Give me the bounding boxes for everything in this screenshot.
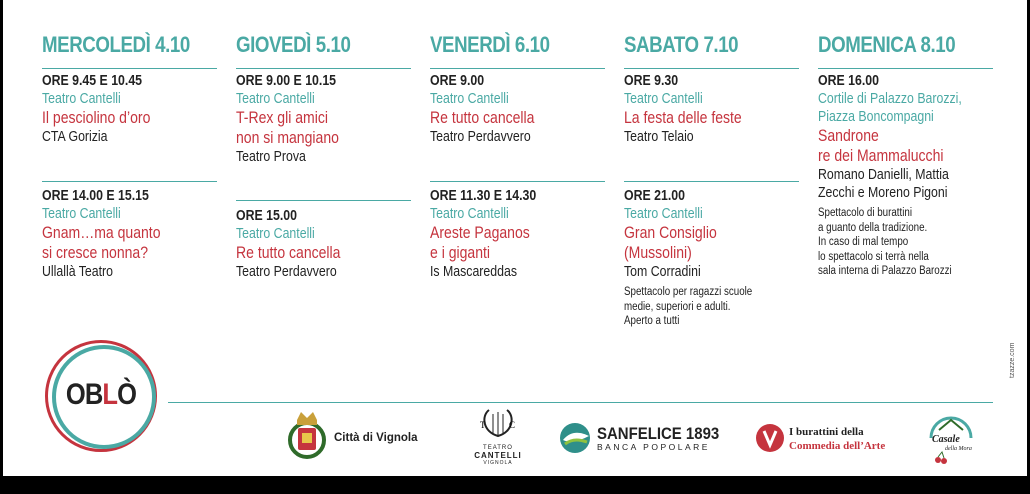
- event-title: (Mussolini): [624, 244, 692, 262]
- event-time: ORE 9.00 E 10.15: [236, 73, 337, 89]
- vignola-logo: [287, 408, 327, 469]
- event-title: re dei Mammalucchi: [818, 147, 944, 165]
- event-entry: [42, 72, 170, 146]
- event-separator: [42, 181, 217, 182]
- event-separator: [624, 181, 799, 182]
- event-time: ORE 9.30: [624, 73, 679, 89]
- event-venue: Teatro Cantelli: [430, 206, 509, 222]
- event-title: e i giganti: [430, 244, 491, 262]
- event-title: Gnam…ma quanto: [42, 224, 161, 242]
- event-note-line: In caso di mal tempo: [818, 236, 909, 248]
- event-entry: [430, 187, 555, 281]
- day-column: [42, 32, 217, 280]
- burattini-mark-icon: [755, 423, 785, 453]
- event-entry: [818, 72, 987, 279]
- burattini-line1: I burattini della: [789, 426, 864, 438]
- event-note: [818, 206, 987, 279]
- event-note: [624, 285, 775, 329]
- event-venue: Cortile di Palazzo Barozzi,: [818, 91, 962, 107]
- divider-line: [168, 402, 993, 403]
- event-title: Re tutto cancella: [430, 109, 535, 127]
- designer-credit: tzazze.com: [1009, 342, 1016, 378]
- event-time: ORE 15.00: [236, 208, 297, 224]
- event-venue: Teatro Cantelli: [624, 206, 703, 222]
- day-heading: VENERDÌ 6.10: [430, 32, 550, 57]
- event-time: ORE 9.00: [430, 73, 485, 89]
- event-entry: [236, 207, 359, 281]
- day-column: [818, 32, 993, 277]
- event-note-line: a guanto della tradizione.: [818, 221, 928, 234]
- event-title: T-Rex gli amici: [236, 109, 328, 127]
- event-venue: Teatro Cantelli: [236, 226, 315, 242]
- event-note-line: Spettacolo di burattini: [818, 207, 913, 219]
- festival-programme: [3, 0, 1027, 476]
- event-company: Teatro Perdavvero: [236, 264, 337, 280]
- burattini-line2: Commedia dell’Arte: [789, 440, 886, 452]
- oblo-wordmark: OBLÒ: [65, 378, 137, 411]
- svg-text:Casale: Casale: [932, 434, 960, 445]
- svg-text:C: C: [509, 420, 516, 430]
- casale-della-mora-logo: [927, 408, 975, 471]
- sanfelice-subtitle: BANCA POPOLARE: [597, 442, 710, 452]
- event-note-line: sala interna di Palazzo Barozzi: [818, 265, 952, 277]
- event-separator: [236, 200, 411, 201]
- oblo-logo: [45, 340, 157, 452]
- sanfelice-name: SANFELICE 1893: [597, 424, 720, 443]
- event-time: ORE 21.00: [624, 188, 685, 204]
- event-title: si cresce nonna?: [42, 244, 149, 262]
- day-rule: [818, 68, 993, 69]
- event-company: CTA Gorizia: [42, 129, 108, 145]
- day-rule: [42, 68, 217, 69]
- event-note-line: medie, superiori e adulti.: [624, 300, 731, 313]
- lyre-icon: [477, 406, 519, 440]
- event-title: Re tutto cancella: [236, 244, 341, 262]
- teatro-cantelli-logo: T C TEATRO CANTELLI VIGNOLA: [473, 406, 523, 466]
- day-heading: DOMENICA 8.10: [818, 32, 956, 57]
- day-heading: SABATO 7.10: [624, 32, 739, 57]
- day-heading: GIOVEDÌ 5.10: [236, 32, 351, 57]
- event-company: Teatro Telaio: [624, 129, 694, 145]
- day-rule: [430, 68, 605, 69]
- event-title: non si mangiano: [236, 129, 339, 147]
- event-title: Sandrone: [818, 127, 879, 145]
- event-time: ORE 16.00: [818, 73, 879, 89]
- event-company: Teatro Prova: [236, 149, 306, 165]
- day-rule: [236, 68, 411, 69]
- event-entry: [236, 72, 357, 166]
- event-note-line: Spettacolo per ragazzi scuole: [624, 286, 753, 298]
- event-company: Tom Corradini: [624, 264, 701, 280]
- event-title: Il pesciolino d’oro: [42, 109, 151, 127]
- svg-text:T: T: [480, 420, 486, 430]
- event-company: Is Mascareddas: [430, 264, 518, 280]
- sanfelice-mark-icon: [559, 422, 591, 454]
- event-company: Ullallà Teatro: [42, 264, 114, 280]
- event-note-line: Aperto a tutti: [624, 315, 680, 327]
- event-entry: [42, 187, 181, 281]
- event-venue: Teatro Cantelli: [42, 206, 121, 222]
- day-heading: MERCOLEDÌ 4.10: [42, 32, 190, 57]
- event-separator: [430, 181, 605, 182]
- event-entry: [624, 187, 775, 329]
- event-entry: [430, 72, 553, 146]
- day-column: [236, 32, 411, 280]
- day-column: [430, 32, 605, 280]
- event-time: ORE 11.30 E 14.30: [430, 188, 537, 204]
- svg-text:della Mora: della Mora: [945, 446, 972, 452]
- event-venue: Teatro Cantelli: [624, 91, 703, 107]
- day-rule: [624, 68, 799, 69]
- event-entry: [624, 72, 763, 146]
- event-venue: Teatro Cantelli: [430, 91, 509, 107]
- event-venue: Teatro Cantelli: [42, 91, 121, 107]
- vignola-label: Città di Vignola: [334, 432, 418, 444]
- event-title: La festa delle feste: [624, 109, 742, 127]
- event-note-line: lo spettacolo si terrà nella: [818, 250, 929, 263]
- event-title: Gran Consiglio: [624, 224, 717, 242]
- sanfelice-logo: [559, 422, 591, 459]
- event-title: Areste Paganos: [430, 224, 530, 242]
- burattini-logo: [755, 423, 785, 458]
- casale-house-icon: [927, 408, 975, 466]
- day-column: [624, 32, 799, 327]
- event-venue: Teatro Cantelli: [236, 91, 315, 107]
- event-venue: Piazza Boncompagni: [818, 109, 934, 125]
- event-company: Teatro Perdavvero: [430, 129, 531, 145]
- vignola-crest-icon: [287, 408, 327, 464]
- event-company: Romano Danielli, Mattia: [818, 167, 949, 183]
- event-time: ORE 9.45 E 10.45: [42, 73, 143, 89]
- event-time: ORE 14.00 E 15.15: [42, 188, 149, 204]
- event-company: Zecchi e Moreno Pigoni: [818, 185, 948, 201]
